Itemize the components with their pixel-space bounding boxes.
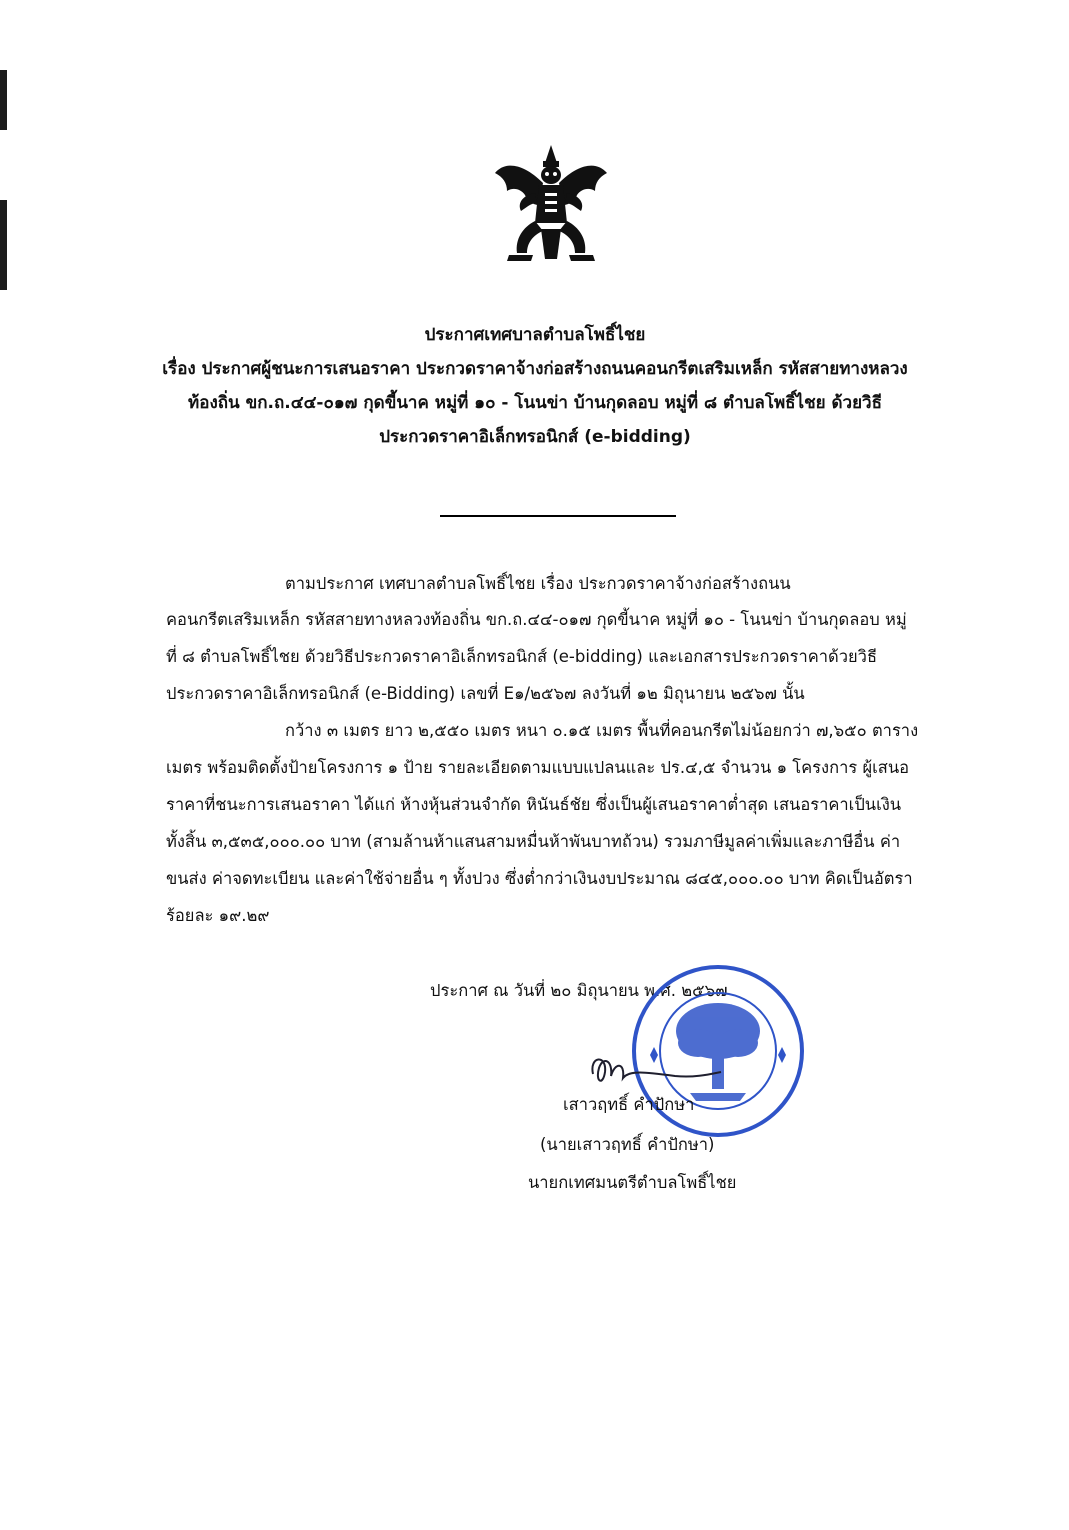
title-divider xyxy=(440,515,676,517)
subject-line: ประกวดราคาอิเล็กทรอนิกส์ (e-bidding) xyxy=(379,427,691,447)
body-line: ประกวดราคาอิเล็กทรอนิกส์ (e-Bidding) เลขที่ E๑/๒๕๖๗ ลงวันที่ ๑๒ มิถุนายน ๒๕๖๗ นั้น xyxy=(166,684,805,703)
subject-line: เรื่อง ประกาศผู้ชนะการเสนอราคา ประกวดราคาจ้างก่อสร้างถนนคอนกรีตเสริมเหล็ก รหัสสายทางหลวง xyxy=(162,359,908,379)
body-line: ทั้งสิ้น ๓,๕๓๕,๐๐๐.๐๐ บาท (สามล้านห้าแสนสามหมื่นห้าพันบาทถ้วน) รวมภาษีมูลค่าเพิ่มและภาษีอื่น ค่า xyxy=(166,832,901,851)
body-line: ตามประกาศ เทศบาลตำบลโพธิ์ไชย เรื่อง ประกวดราคาจ้างก่อสร้างถนน xyxy=(285,574,791,593)
body-line: เมตร พร้อมติดตั้งป้ายโครงการ ๑ ป้าย รายละเอียดตามแบบแปลนและ ปร.๔,๕ จำนวน ๑ โครงการ ผู้เสนอ xyxy=(166,758,910,777)
signer-name: เสาวฤทธิ์ คำปักษา xyxy=(563,1095,695,1114)
scan-edge-mark xyxy=(0,200,7,290)
body-line: ขนส่ง ค่าจดทะเบียน และค่าใช้จ่ายอื่น ๆ ทั้งปวง ซึ่งต่ำกว่าเงินงบประมาณ ๘๔๕,๐๐๐.๐๐ บาท คิดเป็นอัตรา xyxy=(166,869,913,888)
signer-full-name: (นายเสาวฤทธิ์ คำปักษา) xyxy=(540,1135,715,1154)
body-line: กว้าง ๓ เมตร ยาว ๒,๕๕๐ เมตร หนา ๐.๑๕ เมตร พื้นที่คอนกรีตไม่น้อยกว่า ๗,๖๕๐ ตาราง xyxy=(285,721,919,740)
scan-edge-mark xyxy=(0,70,7,130)
garuda-emblem-icon xyxy=(493,143,609,261)
body-line: ที่ ๘ ตำบลโพธิ์ไชย ด้วยวิธีประกวดราคาอิเล็กทรอนิกส์ (e-bidding) และเอกสารประกวดราคาด้วยวิธี xyxy=(166,647,878,666)
subject-line: ท้องถิ่น ขก.ถ.๔๔-๐๑๗ กุดขี้นาค หมู่ที่ ๑๐ - โนนข่า บ้านกุดลอบ หมู่ที่ ๘ ตำบลโพธิ์ไชย ด้วยวิธี xyxy=(188,393,882,413)
announce-date: ประกาศ ณ วันที่ ๒๐ มิถุนายน พ.ศ. ๒๕๖๗ xyxy=(430,981,728,1000)
signer-position: นายกเทศมนตรีตำบลโพธิ์ไชย xyxy=(528,1173,737,1192)
body-line: คอนกรีตเสริมเหล็ก รหัสสายทางหลวงท้องถิ่น ขก.ถ.๔๔-๐๑๗ กุดขี้นาค หมู่ที่ ๑๐ - โนนข่า บ้านกุดลอบ หมู่ xyxy=(166,610,907,629)
body-line: ร้อยละ ๑๙.๒๙ xyxy=(166,906,270,925)
announcement-title: ประกาศเทศบาลตำบลโพธิ์ไชย xyxy=(424,325,646,345)
body-line: ราคาที่ชนะการเสนอราคา ได้แก่ ห้างหุ้นส่วนจำกัด หินันธ์ชัย ซึ่งเป็นผู้เสนอราคาต่ำสุด เสนอราคาเป็นเงิน xyxy=(166,795,902,814)
signature-scribble-icon xyxy=(585,1046,725,1096)
announcement-header xyxy=(150,318,920,454)
